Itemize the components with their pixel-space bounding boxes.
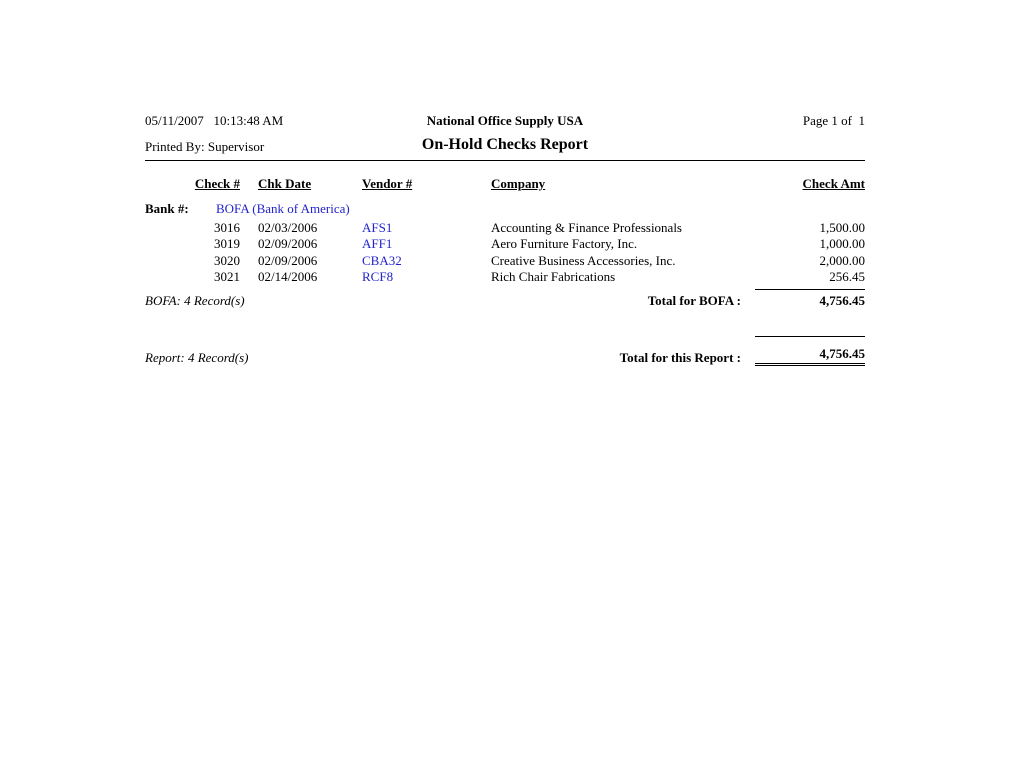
report-page xyxy=(145,113,865,366)
check-date: 02/09/2006 xyxy=(258,236,318,251)
report-header-line2 xyxy=(145,133,865,160)
check-number: 3016 xyxy=(214,219,240,235)
amount-cell: 1,000.00 xyxy=(819,236,865,251)
print-datetime: 05/11/2007 10:13:48 AM xyxy=(145,113,284,128)
company-cell: Accounting & Finance Professionals xyxy=(491,219,682,235)
check-number: 3019 xyxy=(214,236,240,251)
header-rule xyxy=(145,160,865,161)
amount-cell: 256.45 xyxy=(829,269,865,284)
check-rows xyxy=(145,220,865,286)
amount-cell: 1,500.00 xyxy=(819,219,865,235)
report-summary: Report: 4 Record(s) xyxy=(145,349,249,365)
printed-by: Printed By: Supervisor xyxy=(145,139,265,154)
report-total-row xyxy=(145,336,865,366)
bank-total-row xyxy=(145,289,865,309)
check-row xyxy=(145,269,865,286)
vendor-link[interactable]: RCF8 xyxy=(362,269,394,284)
company-cell: Rich Chair Fabrications xyxy=(491,269,616,284)
col-header-company: Company xyxy=(491,176,546,191)
bank-total-label: Total for BOFA : xyxy=(647,292,741,308)
report-title: On-Hold Checks Report xyxy=(421,136,589,153)
check-row xyxy=(145,236,865,253)
vendor-link[interactable]: CBA32 xyxy=(362,252,402,268)
check-number: 3021 xyxy=(214,269,240,284)
company-cell: Creative Business Accessories, Inc. xyxy=(491,252,676,268)
check-row xyxy=(145,253,865,270)
check-row xyxy=(145,220,865,237)
col-header-amount: Check Amt xyxy=(802,176,865,191)
company-cell: Aero Furniture Factory, Inc. xyxy=(491,236,638,251)
report-total-label: Total for this Report : xyxy=(619,349,741,365)
amount-cell: 2,000.00 xyxy=(819,252,865,268)
vendor-link[interactable]: AFS1 xyxy=(362,219,393,235)
page-indicator: Page 1 of 1 xyxy=(802,113,865,128)
col-header-date: Chk Date xyxy=(258,176,312,191)
col-header-vendor: Vendor # xyxy=(362,176,413,191)
bank-label: Bank #: xyxy=(145,201,189,217)
column-header-row xyxy=(145,176,865,192)
check-date: 02/03/2006 xyxy=(258,219,318,235)
report-total-amount: 4,756.45 xyxy=(755,336,865,366)
bank-row xyxy=(145,201,865,217)
vendor-link[interactable]: AFF1 xyxy=(362,236,393,251)
bank-summary: BOFA: 4 Record(s) xyxy=(145,292,245,308)
check-date: 02/09/2006 xyxy=(258,252,318,268)
report-header-line1 xyxy=(145,113,865,133)
check-number: 3020 xyxy=(214,252,240,268)
bank-name-link[interactable]: BOFA (Bank of America) xyxy=(216,201,350,217)
bank-total-amount: 4,756.45 xyxy=(755,289,865,309)
company-name: National Office Supply USA xyxy=(426,113,584,128)
col-header-check: Check # xyxy=(194,176,240,191)
check-date: 02/14/2006 xyxy=(258,269,318,284)
